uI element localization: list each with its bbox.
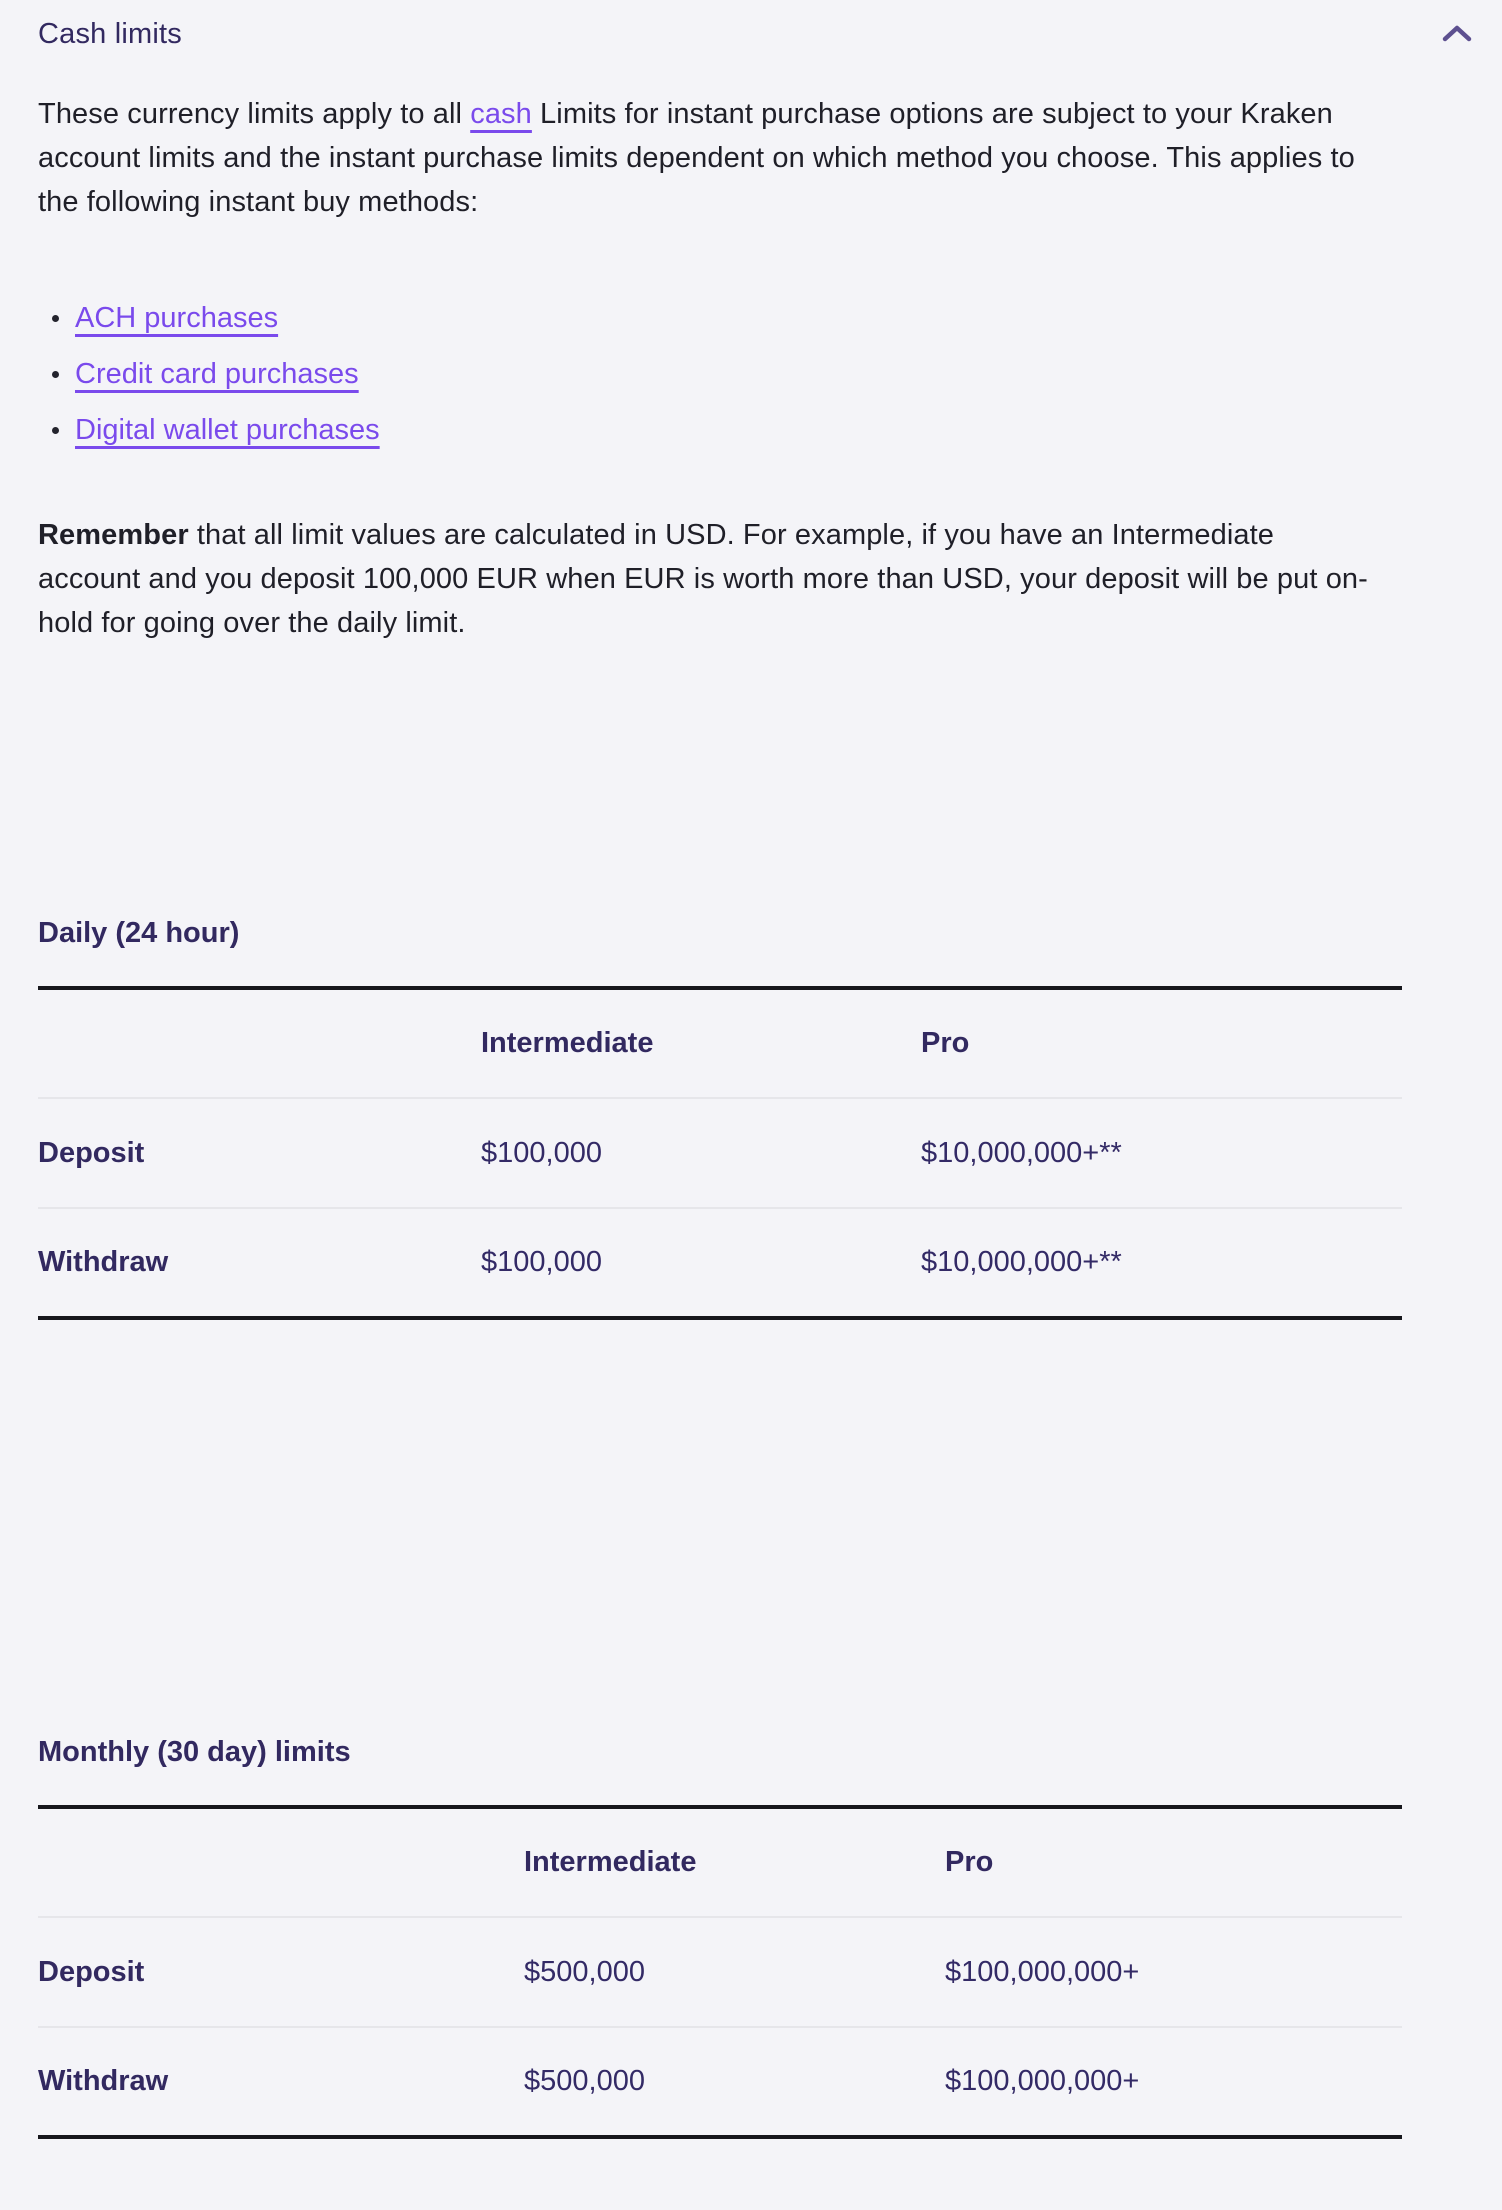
daily-limits-section xyxy=(38,911,1502,1320)
ach-purchases-link[interactable]: ACH purchases xyxy=(75,301,279,334)
daily-limits-table xyxy=(38,986,1402,1320)
row-label-withdraw: Withdraw xyxy=(38,1246,169,1278)
table-row xyxy=(38,1098,1402,1208)
note-text: that all limit values are calculated in USD. For example, if you have an Intermediate account and you deposit 100,000 EUR when EUR is worth more than USD, your deposit will be put on-hold for going over the daily limit. xyxy=(38,519,1368,639)
note-paragraph xyxy=(38,513,1383,645)
monthly-withdraw-pro-value: $100,000,000+ xyxy=(945,2065,1140,2097)
column-header-intermediate: Intermediate xyxy=(481,1027,654,1059)
table-row xyxy=(38,1917,1402,2027)
list-item xyxy=(38,352,1502,396)
row-label-deposit: Deposit xyxy=(38,1955,145,1988)
table-row xyxy=(38,2027,1402,2137)
monthly-limits-title: Monthly (30 day) limits xyxy=(38,1736,351,1768)
column-header-pro: Pro xyxy=(945,1846,994,1878)
cash-limits-accordion-header[interactable] xyxy=(38,12,1474,56)
credit-card-purchases-link[interactable]: Credit card purchases xyxy=(75,357,359,390)
intro-text-before: These currency limits apply to all xyxy=(38,98,471,130)
note-remember-bold: Remember xyxy=(38,519,189,551)
daily-deposit-pro-value: $10,000,000+** xyxy=(921,1136,1122,1169)
daily-withdraw-pro-value: $10,000,000+** xyxy=(921,1246,1122,1278)
bullet-icon xyxy=(52,371,59,378)
list-item xyxy=(38,408,1502,452)
intro-paragraph xyxy=(38,92,1383,224)
column-header-intermediate: Intermediate xyxy=(524,1846,697,1878)
list-item xyxy=(38,296,1502,340)
table-header-row xyxy=(38,1807,1402,1917)
digital-wallet-purchases-link[interactable]: Digital wallet purchases xyxy=(75,413,380,446)
table-header-row xyxy=(38,988,1402,1098)
bullet-icon xyxy=(52,315,59,322)
daily-limits-title: Daily (24 hour) xyxy=(38,917,240,949)
empty-header-cell xyxy=(38,988,481,1098)
buy-methods-list xyxy=(38,296,1502,452)
page-title: Cash limits xyxy=(38,17,182,50)
cash-limits-section xyxy=(0,12,1502,2139)
monthly-limits-section xyxy=(38,1730,1502,2139)
monthly-deposit-intermediate-value: $500,000 xyxy=(524,1955,645,1988)
table-row xyxy=(38,1208,1402,1318)
bullet-icon xyxy=(52,427,59,434)
intro-text-after: Limits for instant purchase options are subject to your Kraken account limits and the instant purchase limits dependent on which method you choose. This applies to the following instant buy methods: xyxy=(38,98,1355,218)
row-label-deposit: Deposit xyxy=(38,1136,145,1169)
monthly-withdraw-intermediate-value: $500,000 xyxy=(524,2065,645,2097)
cash-link[interactable]: cash xyxy=(470,98,532,130)
daily-deposit-intermediate-value: $100,000 xyxy=(481,1136,602,1169)
empty-header-cell xyxy=(38,1807,524,1917)
daily-withdraw-intermediate-value: $100,000 xyxy=(481,1246,602,1278)
column-header-pro: Pro xyxy=(921,1027,970,1059)
monthly-limits-table xyxy=(38,1805,1402,2139)
row-label-withdraw: Withdraw xyxy=(38,2065,169,2097)
chevron-up-icon[interactable] xyxy=(1440,23,1474,45)
monthly-deposit-pro-value: $100,000,000+ xyxy=(945,1955,1140,1988)
